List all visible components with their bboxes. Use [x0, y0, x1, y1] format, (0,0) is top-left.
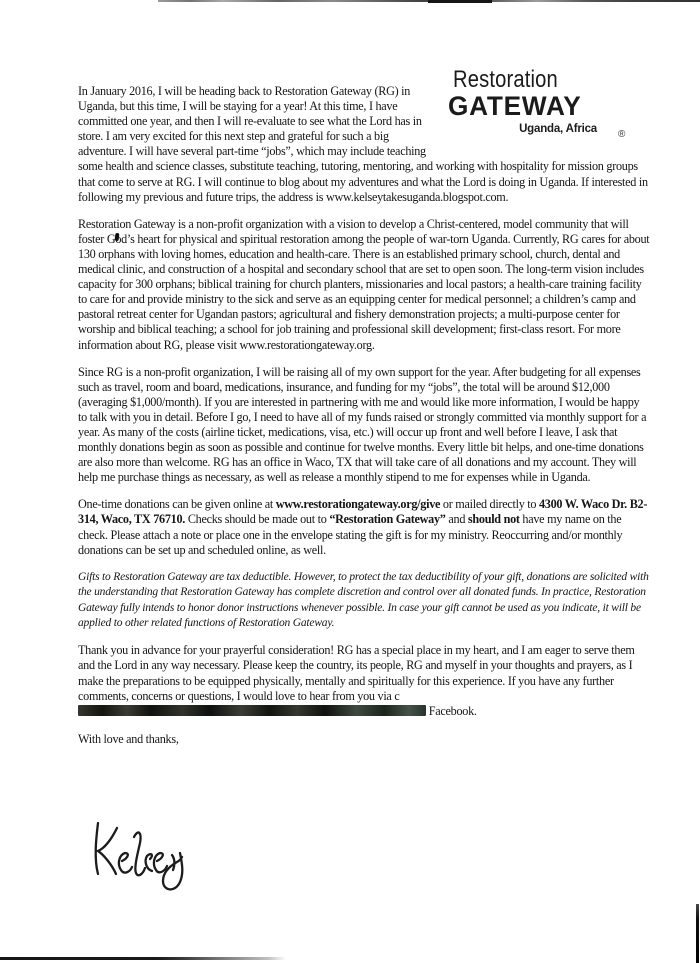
paragraph-thanks [78, 643, 650, 718]
paragraph-intro-text: In January 2016, I will be heading back to Restoration Gateway (RG) in Uganda, but this time, I will be staying for a year! At this time, I have committed one year, and then I will re-evaluate to see what the Lord has in store. I am very excited for this next step and grateful for such a big adventure. I will have several part-time “jobs”, which may include teaching some health and science classes, substitute teaching, tutoring, mentoring, and working with hospitality for mission groups that come to serve at RG. I will continue to blog about my adventures and what the Lord is doing in Uganda. If interested in following my previous and future trips, the address is www.kelseytakesuganda.blogspot.com. [78, 84, 648, 204]
paragraph-tax-notice: Gifts to Restoration Gateway are tax deductible. However, to protect the tax deductibility of your gift, donations are solicited with the understanding that Restoration Gateway has complete discretion and control over all donated funds. In practice, Restoration Gateway fully intends to honor donor instructions whenever possible. In case your gift cannot be used as you indicate, it will be applied to other related functions of Restoration Gateway. [78, 570, 649, 629]
text-run: “Restoration Gateway” [329, 512, 446, 527]
letter-body [78, 84, 650, 747]
paragraph-support: Since RG is a non-profit organization, I will be raising all of my own support for the year. After budgeting for all expenses such as travel, room and board, medications, insurance, and funding for my “jobs”, the total will be around $12,000 (averaging $1,000/month). If you are interested in partnering with me and would like more information, I would be happy to talk with you in detail. Before I go, I need to have all of my funds raised or strongly committed via monthly support for a year. As many of the costs (airline ticket, medications, visa, etc.) will occur up front and well before I leave, I ask that monthly donations begin as soon as possible and continue for twelve months. Every little bit helps, and one-time donations are also more than welcome. RG has an office in Waco, TX that will take care of all donations and my account. They will help me purchase things as necessary, as well as release a monthly stipend to me for expenses while in Uganda. [78, 364, 647, 485]
scan-artifact-top-edge-dark-segment [428, 0, 492, 3]
text-run: and [445, 512, 468, 527]
paragraph-intro [78, 84, 650, 205]
signature-kelsey-drawing [88, 817, 203, 902]
closing-line: With love and thanks, [78, 731, 179, 746]
text-run: One-time donations can be given online at [78, 497, 276, 512]
signature-kelsey [88, 817, 203, 907]
paragraph-donations [78, 497, 650, 557]
scan-artifact-right-edge-line [696, 904, 699, 963]
text-run: Facebook. [426, 703, 477, 718]
text-run: Thank you in advance for your prayerful consideration! RG has a special place in my heart, and I am eager to serve them and the Lord in any way necessary. Please keep the country, its people, RG and myself in your thoughts and prayers, as I make the preparations to be equipped physically, mentally and spiritually for this experience. If you have any further comments, concerns or questions, I would love to hear from you via c [78, 643, 635, 703]
logo-gateway-text: GATEWAY [448, 91, 582, 121]
logo-location-text: Uganda, Africa [519, 123, 597, 135]
text-run: Checks should be made out to [185, 512, 330, 527]
registered-trademark-icon: ® [618, 129, 626, 140]
text-run: should not [467, 512, 520, 527]
text-run: or mailed directly to [440, 497, 539, 512]
text-run: have my name on the check. Please attach a note or place one in the envelope stating the gift is for my ministry. Reoccurring and/or monthly donations can be set up and scheduled online, as well. [78, 512, 623, 557]
logo-wrap-spacer [432, 84, 650, 146]
redaction-bar [78, 705, 426, 716]
paragraph-about-rg: Restoration Gateway is a non-profit organization with a vision to develop a Christ-centered, model community that will foster God’s heart for physical and spiritual restoration among the people of war-torn Uganda. Currently, RG cares for about 130 orphans with loving homes, education and health-care. There is an established primary school, church, dental and medical clinic, and construction of a hospital and secondary school that are set to open soon. The long-term vision includes capacity for 300 orphans; biblical training for church planters, missionaries and local pastors; a health-care training facility to care for and provide ministry to the sick and serve as an equipping center for medical personnel; a children’s camp and pastoral retreat center for Ugandan pastors; agricultural and fishery demonstration projects; a multi-purpose center for worship and biblical teaching; a school for job training and professional skill development; first-class resort. For more information about RG, please visit www.restorationgateway.org. [78, 216, 650, 352]
logo-restoration-text: Restoration [453, 66, 558, 93]
text-run: www.restorationgateway.org/give [275, 497, 441, 512]
text-run: 4300 W. Waco Dr. B2-314, Waco, TX 76710. [78, 497, 648, 527]
scan-artifact-bottom-left-line [0, 957, 286, 960]
